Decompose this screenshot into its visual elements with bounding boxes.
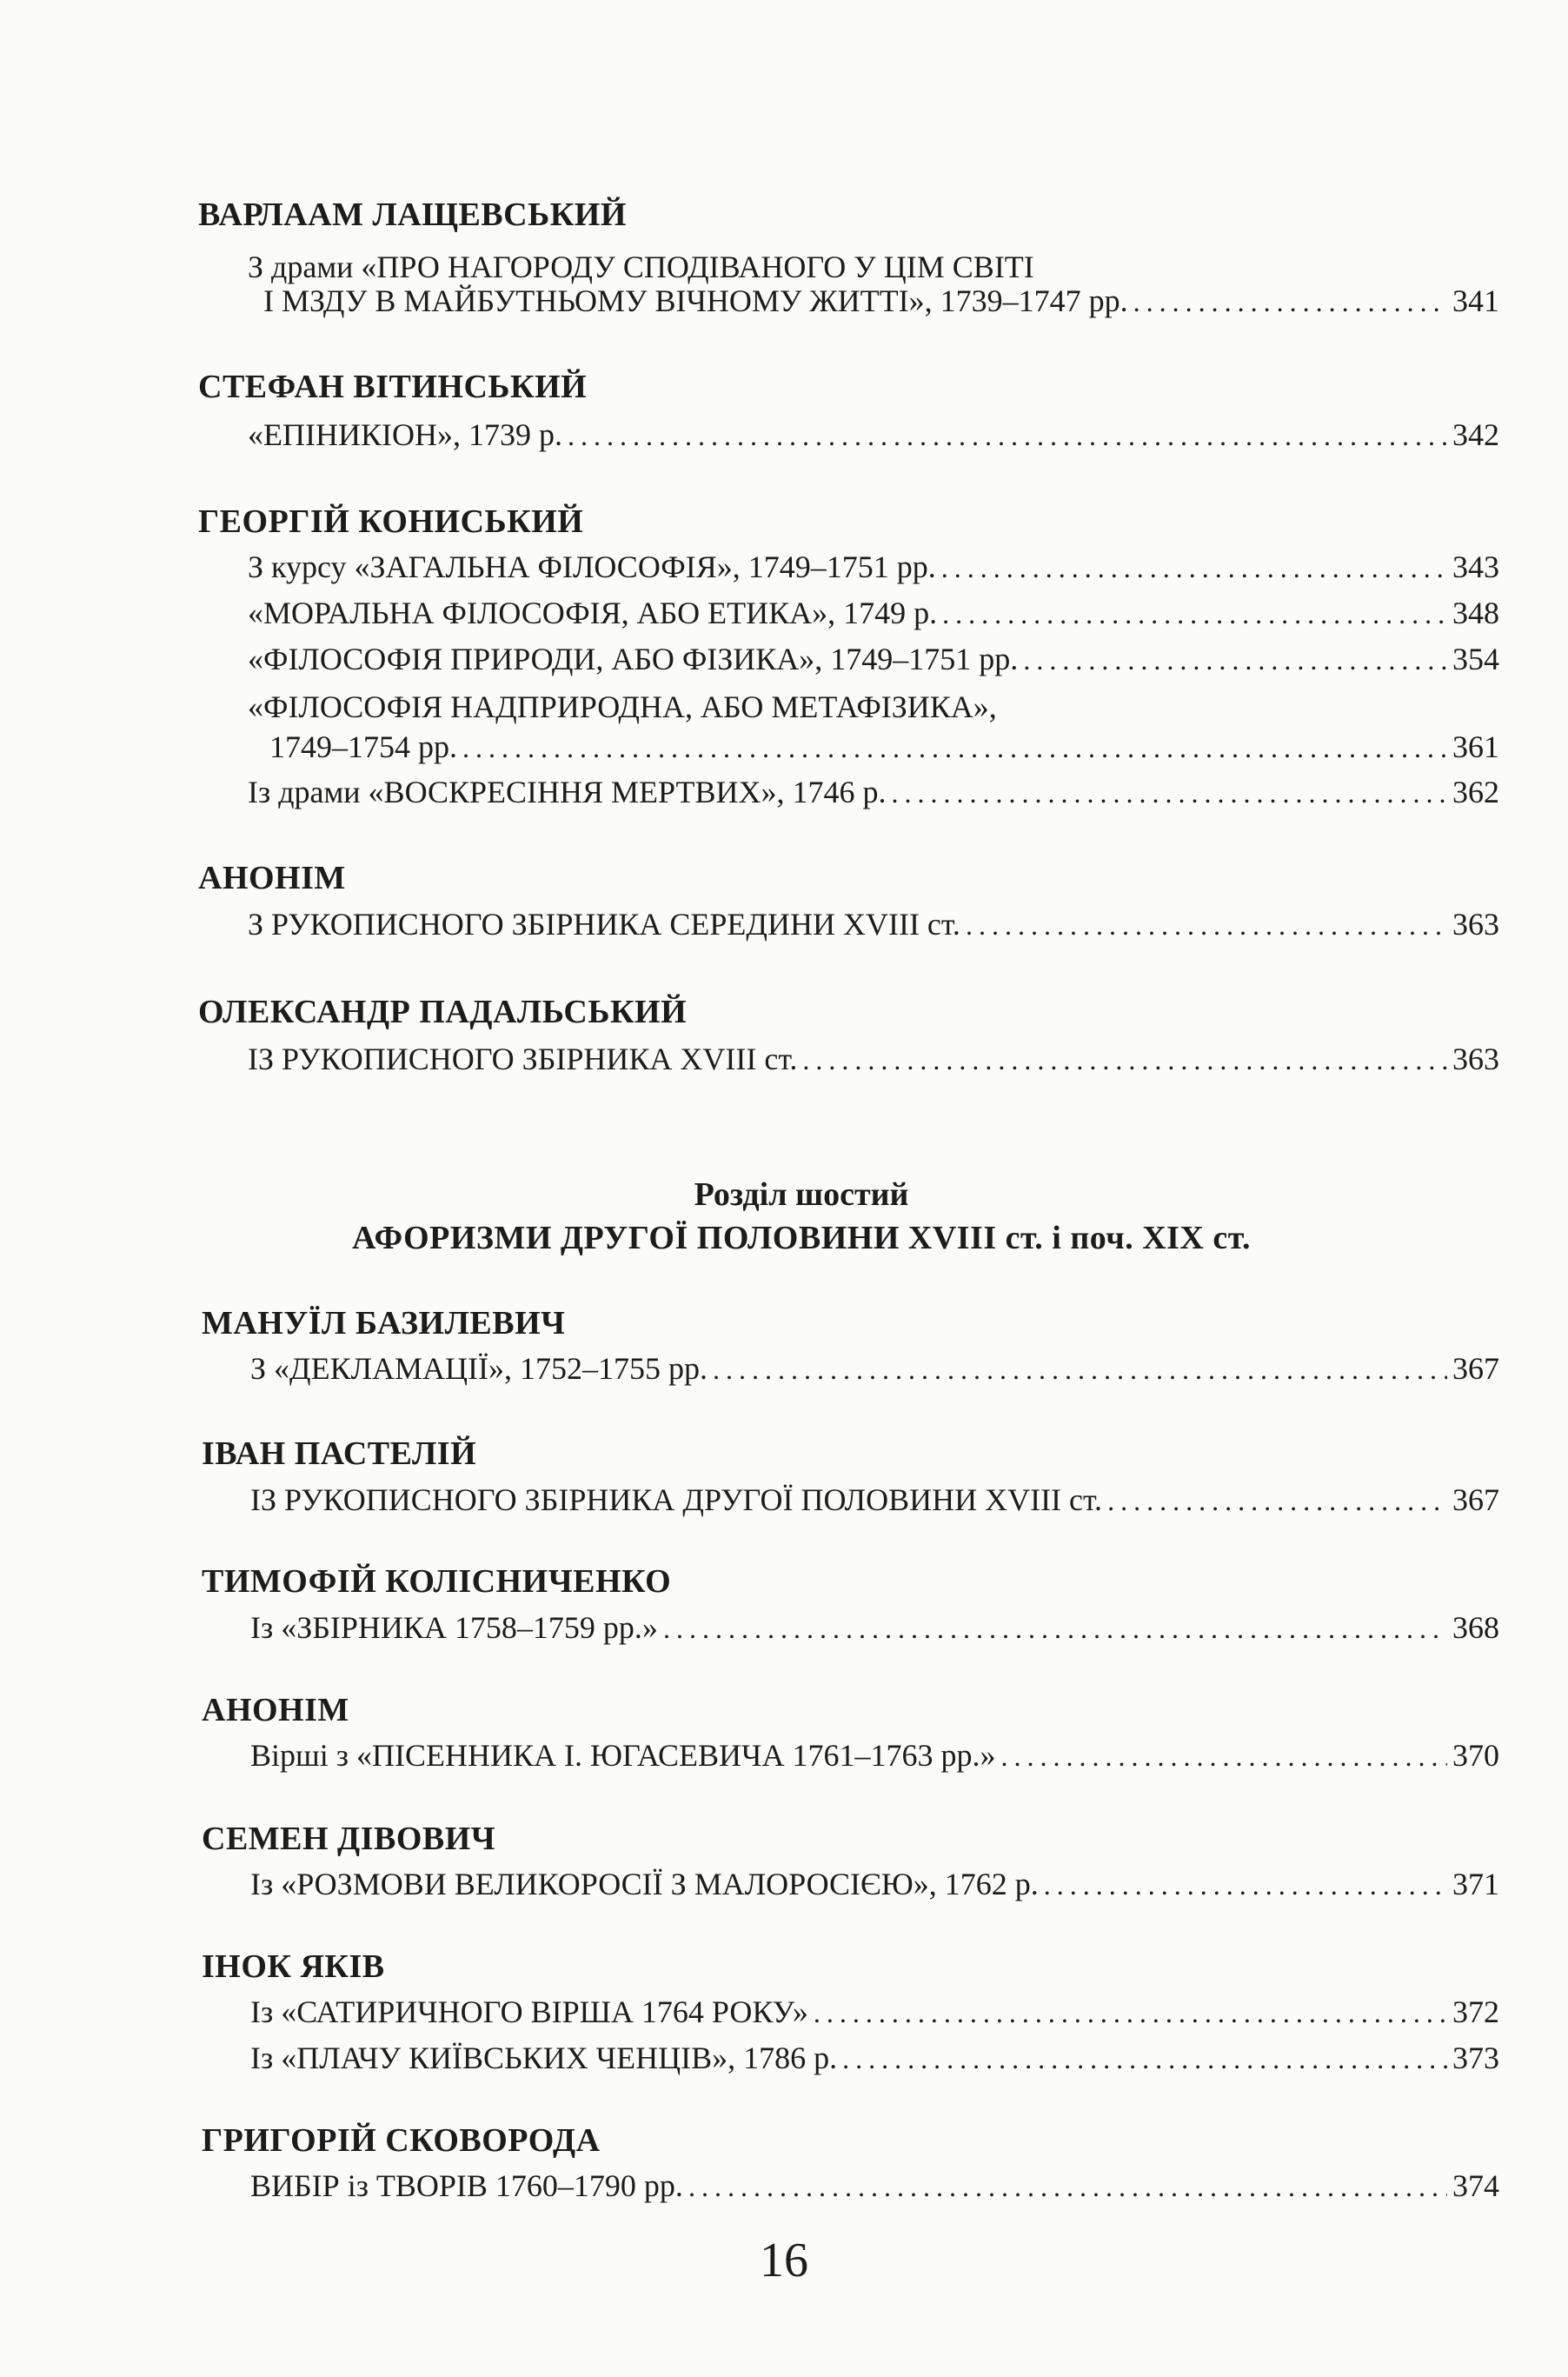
toc-entry[interactable] [0,2167,1499,2206]
leader-dots [941,552,1447,584]
toc-page-number: 367 [1452,1482,1499,1517]
toc-page-number: 341 [1452,283,1499,318]
toc-entry[interactable] [0,283,1499,321]
toc-page-number: 362 [1452,775,1499,809]
toc-page-number: 343 [1452,549,1499,584]
leader-dots [892,777,1447,809]
leader-dots [663,1613,1447,1645]
toc-page-number: 361 [1452,729,1499,764]
toc-page-number: 370 [1452,1738,1499,1773]
toc-entry-title: Із «ЗБІРНИКА 1758–1759 рр.» [250,1610,658,1645]
author-heading: ОЛЕКСАНДР ПАДАЛЬСЬКИЙ [198,994,688,1030]
toc-page-number: 371 [1452,1867,1499,1901]
author-heading: СТЕФАН ВІТИНСЬКИЙ [198,369,588,405]
leader-dots [966,909,1447,942]
author-heading: ГЕОРГІЙ КОНИСЬКИЙ [198,503,584,540]
page-number: 16 [760,2234,808,2287]
author-heading: АНОНІМ [202,1692,349,1728]
section-label: Розділ шостий [694,1176,909,1213]
leader-dots [713,1354,1447,1386]
toc-entry-title: Вірші з «ПІСЕННИКА І. ЮГАСЕВИЧА 1761–1763 рр.» [250,1738,996,1773]
author-heading: МАНУЇЛ БАЗИЛЕВИЧ [202,1305,566,1342]
toc-entry-title: 1749–1754 рр. [269,729,457,764]
leader-dots [942,598,1447,630]
toc-entry[interactable] [0,774,1499,812]
leader-dots [688,2171,1447,2203]
toc-entry[interactable] [0,1737,1499,1775]
leader-dots [568,420,1447,452]
toc-entry-title: Із «ПЛАЧУ КИЇВСЬКИХ ЧЕНЦІВ», 1786 р. [250,2041,838,2075]
toc-entry[interactable] [0,416,1499,455]
toc-entry[interactable] [0,1994,1499,2032]
author-heading: ІВАН ПАСТЕЛІЙ [202,1435,477,1472]
toc-entry[interactable] [0,641,1499,679]
toc-entry[interactable] [0,595,1499,633]
leader-dots [814,1997,1447,2029]
author-heading: АНОНІМ [198,860,346,896]
toc-entry[interactable] [0,1350,1499,1388]
toc-entry[interactable] [0,1609,1499,1648]
toc-page-number: 348 [1452,596,1499,630]
leader-dots [462,732,1447,764]
leader-dots [1133,286,1447,318]
toc-entry-title: «ЕПІНИКІОН», 1739 р. [248,417,562,452]
toc-entry-title: Із «РОЗМОВИ ВЕЛИКОРОСІЇ З МАЛОРОСІЄЮ», 1762 р. [250,1867,1039,1901]
toc-entry-title: Із «САТИРИЧНОГО ВІРША 1764 РОКУ» [250,1994,808,2029]
leader-dots [1000,1741,1447,1773]
leader-dots [1044,1869,1447,1901]
toc-page-number: 372 [1452,1994,1499,2029]
author-heading: ІНОК ЯКІВ [202,1948,385,1985]
leader-dots [1107,1485,1447,1517]
toc-entry-title: І МЗДУ В МАЙБУТНЬОМУ ВІЧНОМУ ЖИТТІ», 1739–1747 рр. [263,283,1128,318]
toc-page-number: 367 [1452,1351,1499,1386]
toc-entry-title: З драми «ПРО НАГОРОДУ СПОДІВАНОГО У ЦІМ СВІТІ [248,250,1034,284]
toc-page-number: 342 [1452,417,1499,452]
toc-entry[interactable] [0,729,1499,767]
leader-dots [1023,644,1447,676]
section-title: АФОРИЗМИ ДРУГОЇ ПОЛОВИНИ XVIII ст. і поч. XIX ст. [351,1220,1252,1256]
toc-page-number: 373 [1452,2041,1499,2075]
toc-entry-title: «ФІЛОСОФІЯ НАДПРИРОДНА, АБО МЕТАФІЗИКА», [248,689,997,724]
author-heading: ТИМОФІЙ КОЛІСНИЧЕНКО [202,1563,672,1600]
leader-dots [802,1044,1447,1076]
toc-page-number: 354 [1452,642,1499,676]
toc-entry[interactable] [0,2040,1499,2078]
toc-entry-title: ІЗ РУКОПИСНОГО ЗБІРНИКА ДРУГОЇ ПОЛОВИНИ XVIII ст. [250,1482,1103,1517]
toc-entry-title: З РУКОПИСНОГО ЗБІРНИКА СЕРЕДИНИ XVIII ст. [248,907,960,942]
toc-entry[interactable] [0,906,1499,944]
toc-entry-title: ІЗ РУКОПИСНОГО ЗБІРНИКА XVIII ст. [248,1042,798,1076]
author-heading: ГРИГОРІЙ СКОВОРОДА [202,2122,601,2159]
toc-entry-title: ВИБІР із ТВОРІВ 1760–1790 рр. [250,2168,683,2203]
toc-entry-title: «ФІЛОСОФІЯ ПРИРОДИ, АБО ФІЗИКА», 1749–1751 рр. [248,642,1019,676]
toc-entry-title: З «ДЕКЛАМАЦІЇ», 1752–1755 рр. [250,1351,708,1386]
toc-entry-title: «МОРАЛЬНА ФІЛОСОФІЯ, АБО ЕТИКА», 1749 р. [248,596,938,630]
toc-entry[interactable] [0,1041,1499,1079]
toc-page-number: 374 [1452,2168,1499,2203]
toc-page-number: 363 [1452,907,1499,942]
author-heading: ВАРЛААМ ЛАЩЕВСЬКИЙ [198,196,627,233]
toc-entry[interactable] [0,1481,1499,1520]
toc-entry[interactable] [0,549,1499,587]
toc-page-number: 368 [1452,1610,1499,1645]
toc-page-number: 363 [1452,1042,1499,1076]
toc-entry[interactable] [0,1866,1499,1904]
author-heading: СЕМЕН ДІВОВИЧ [202,1821,496,1857]
toc-entry-title: З курсу «ЗАГАЛЬНА ФІЛОСОФІЯ», 1749–1751 рр. [248,549,936,584]
toc-entry-title: Із драми «ВОСКРЕСІННЯ МЕРТВИХ», 1746 р. [248,775,887,809]
leader-dots [842,2043,1447,2075]
